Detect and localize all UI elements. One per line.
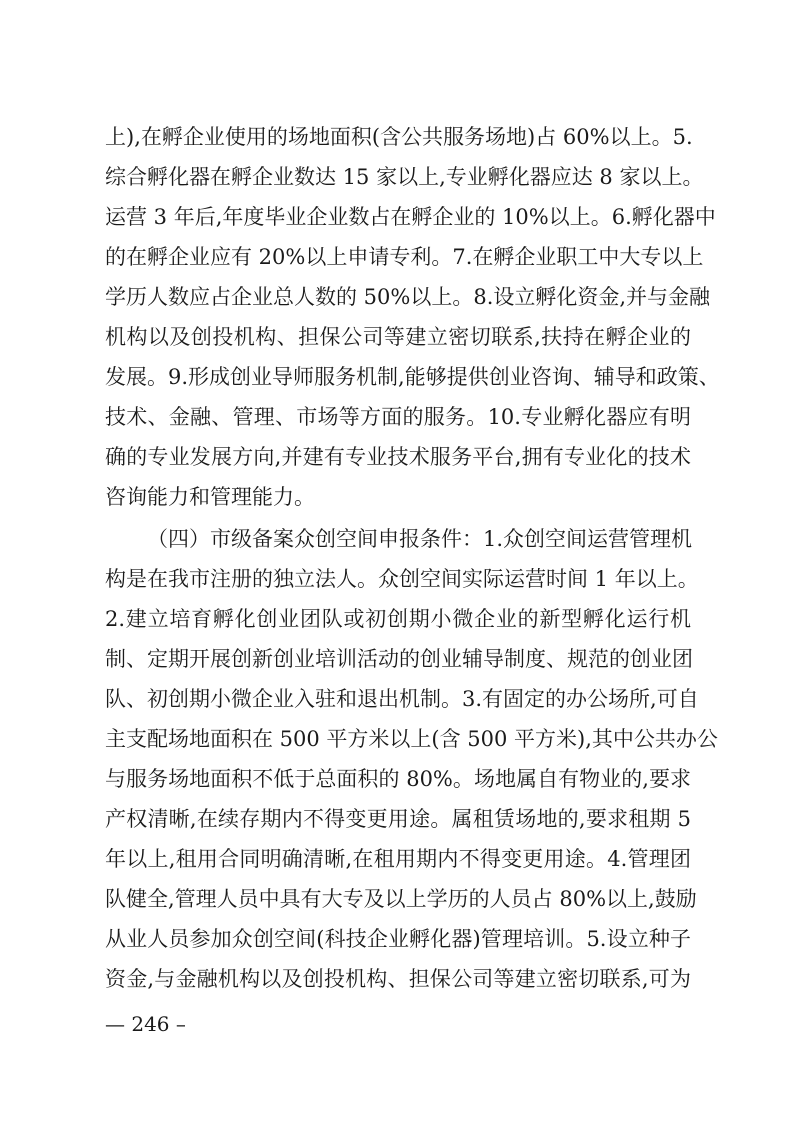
text-line: 队健全,管理人员中具有大专及以上学历的人员占 80%以上,鼓励 bbox=[105, 887, 697, 911]
text-line: 机构以及创投机构、担保公司等建立密切联系,扶持在孵企业的 bbox=[105, 325, 691, 349]
text-line: 2.建立培育孵化创业团队或初创期小微企业的新型孵化运行机 bbox=[105, 607, 691, 631]
text-line: 技术、金融、管理、市场等方面的服务。10.专业孵化器应有明 bbox=[105, 405, 691, 429]
text-line: 年以上,租用合同明确清晰,在租用期内不得变更用途。4.管理团 bbox=[105, 847, 691, 871]
text-line: 主支配场地面积在 500 平方米以上(含 500 平方米),其中公共办公 bbox=[105, 727, 718, 751]
page-number: — 246 – bbox=[105, 1012, 186, 1036]
text-line: 制、定期开展创新创业培训活动的创业辅导制度、规范的创业团 bbox=[105, 647, 693, 671]
text-line: 咨询能力和管理能力。 bbox=[105, 485, 315, 509]
text-line: 资金,与金融机构以及创投机构、担保公司等建立密切联系,可为 bbox=[105, 967, 691, 991]
text-line: 上),在孵企业使用的场地面积(含公共服务场地)占 60%以上。5. bbox=[105, 125, 693, 149]
text-line: 学历人数应占企业总人数的 50%以上。8.设立孵化资金,并与金融 bbox=[105, 285, 711, 309]
text-line: 发展。9.形成创业导师服务机制,能够提供创业咨询、辅导和政策、 bbox=[105, 365, 720, 389]
section-heading-line: （四）市级备案众创空间申报条件：1.众创空间运营管理机 bbox=[147, 527, 693, 551]
text-line: 构是在我市注册的独立法人。众创空间实际运营时间 1 年以上。 bbox=[105, 567, 699, 591]
text-line: 的在孵企业应有 20%以上申请专利。7.在孵企业职工中大专以上 bbox=[105, 245, 704, 269]
text-line: 综合孵化器在孵企业数达 15 家以上,专业孵化器应达 8 家以上。 bbox=[105, 165, 704, 189]
text-line: 队、初创期小微企业入驻和退出机制。3.有固定的办公场所,可自 bbox=[105, 687, 699, 711]
text-line: 确的专业发展方向,并建有专业技术服务平台,拥有专业化的技术 bbox=[105, 445, 691, 469]
text-line: 从业人员参加众创空间(科技企业孵化器)管理培训。5.设立种子 bbox=[105, 927, 691, 951]
text-line: 产权清晰,在续存期内不得变更用途。属租赁场地的,要求租期 5 bbox=[105, 807, 691, 831]
text-line: 运营 3 年后,年度毕业企业数占在孵企业的 10%以上。6.孵化器中 bbox=[105, 205, 716, 229]
text-line: 与服务场地面积不低于总面积的 80%。场地属自有物业的,要求 bbox=[105, 767, 691, 791]
